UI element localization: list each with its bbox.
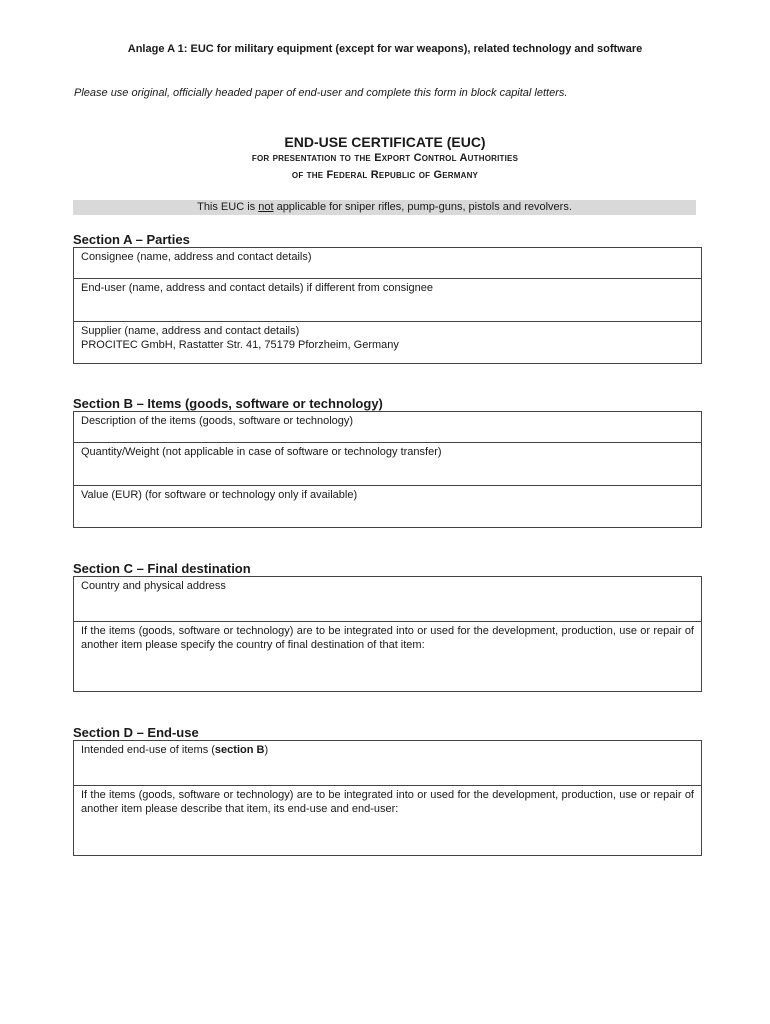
intended-suffix: )	[264, 744, 269, 756]
section-d-box	[73, 740, 702, 856]
certificate-subtitle-2: of the Federal Republic of Germany	[291, 169, 479, 181]
notice-text-after: applicable for sniper rifles, pump-guns, pistols and revolvers.	[273, 201, 572, 213]
annex-heading: Anlage A 1: EUC for military equipment (except for war weapons), related technology and software	[127, 43, 643, 55]
intended-end-use-label	[81, 743, 694, 757]
country-label: Country and physical address	[81, 580, 226, 592]
instruction-text: Please use original, officially headed paper of end-user and complete this form in block capital letters.	[74, 87, 568, 99]
integration-item-label: If the items (goods, software or technology) are to be integrated into or used for the development, production, use or repair of another item please describe that item, its end-use and end-user:	[81, 789, 694, 815]
value-label: Value (EUR) (for software or technology only if available)	[81, 489, 358, 501]
value-field[interactable]	[74, 485, 701, 527]
end-user-field[interactable]	[74, 278, 701, 321]
intended-end-use-field[interactable]	[74, 741, 701, 785]
country-field[interactable]	[74, 577, 701, 621]
integration-country-field[interactable]	[74, 621, 701, 691]
integration-country-label: If the items (goods, software or technology) are to be integrated into or used for the development, production, use or repair of another item please specify the country of final destination of that item:	[81, 625, 694, 651]
notice-emphasis: not	[258, 201, 274, 213]
quantity-label: Quantity/Weight (not applicable in case of software or technology transfer)	[81, 446, 442, 458]
integration-item-field[interactable]	[74, 785, 701, 855]
consignee-field[interactable]	[74, 248, 701, 278]
description-label: Description of the items (goods, software or technology)	[81, 415, 354, 427]
supplier-label: Supplier (name, address and contact details)	[81, 325, 300, 337]
consignee-label: Consignee (name, address and contact details)	[81, 251, 312, 263]
section-d-heading: Section D – End-use	[73, 725, 199, 740]
section-a-box	[73, 247, 702, 364]
certificate-title: END-USE CERTIFICATE (EUC)	[284, 134, 486, 150]
applicability-notice	[73, 200, 696, 215]
certificate-subtitle-1: for presentation to the Export Control Authorities	[251, 152, 519, 164]
section-b-heading: Section B – Items (goods, software or technology)	[73, 396, 383, 411]
intended-prefix: Intended end-use of items (	[81, 744, 215, 756]
intended-section-ref: section B	[214, 744, 265, 756]
supplier-field[interactable]	[74, 321, 701, 363]
section-c-box	[73, 576, 702, 692]
end-user-label: End-user (name, address and contact details) if different from consignee	[81, 282, 433, 294]
description-field[interactable]	[74, 412, 701, 442]
supplier-value: PROCITEC GmbH, Rastatter Str. 41, 75179 Pforzheim, Germany	[81, 339, 399, 351]
notice-text-before: This EUC is	[197, 201, 259, 213]
section-b-box	[73, 411, 702, 528]
section-c-heading: Section C – Final destination	[73, 561, 251, 576]
section-a-heading: Section A – Parties	[73, 232, 190, 247]
quantity-field[interactable]	[74, 442, 701, 485]
